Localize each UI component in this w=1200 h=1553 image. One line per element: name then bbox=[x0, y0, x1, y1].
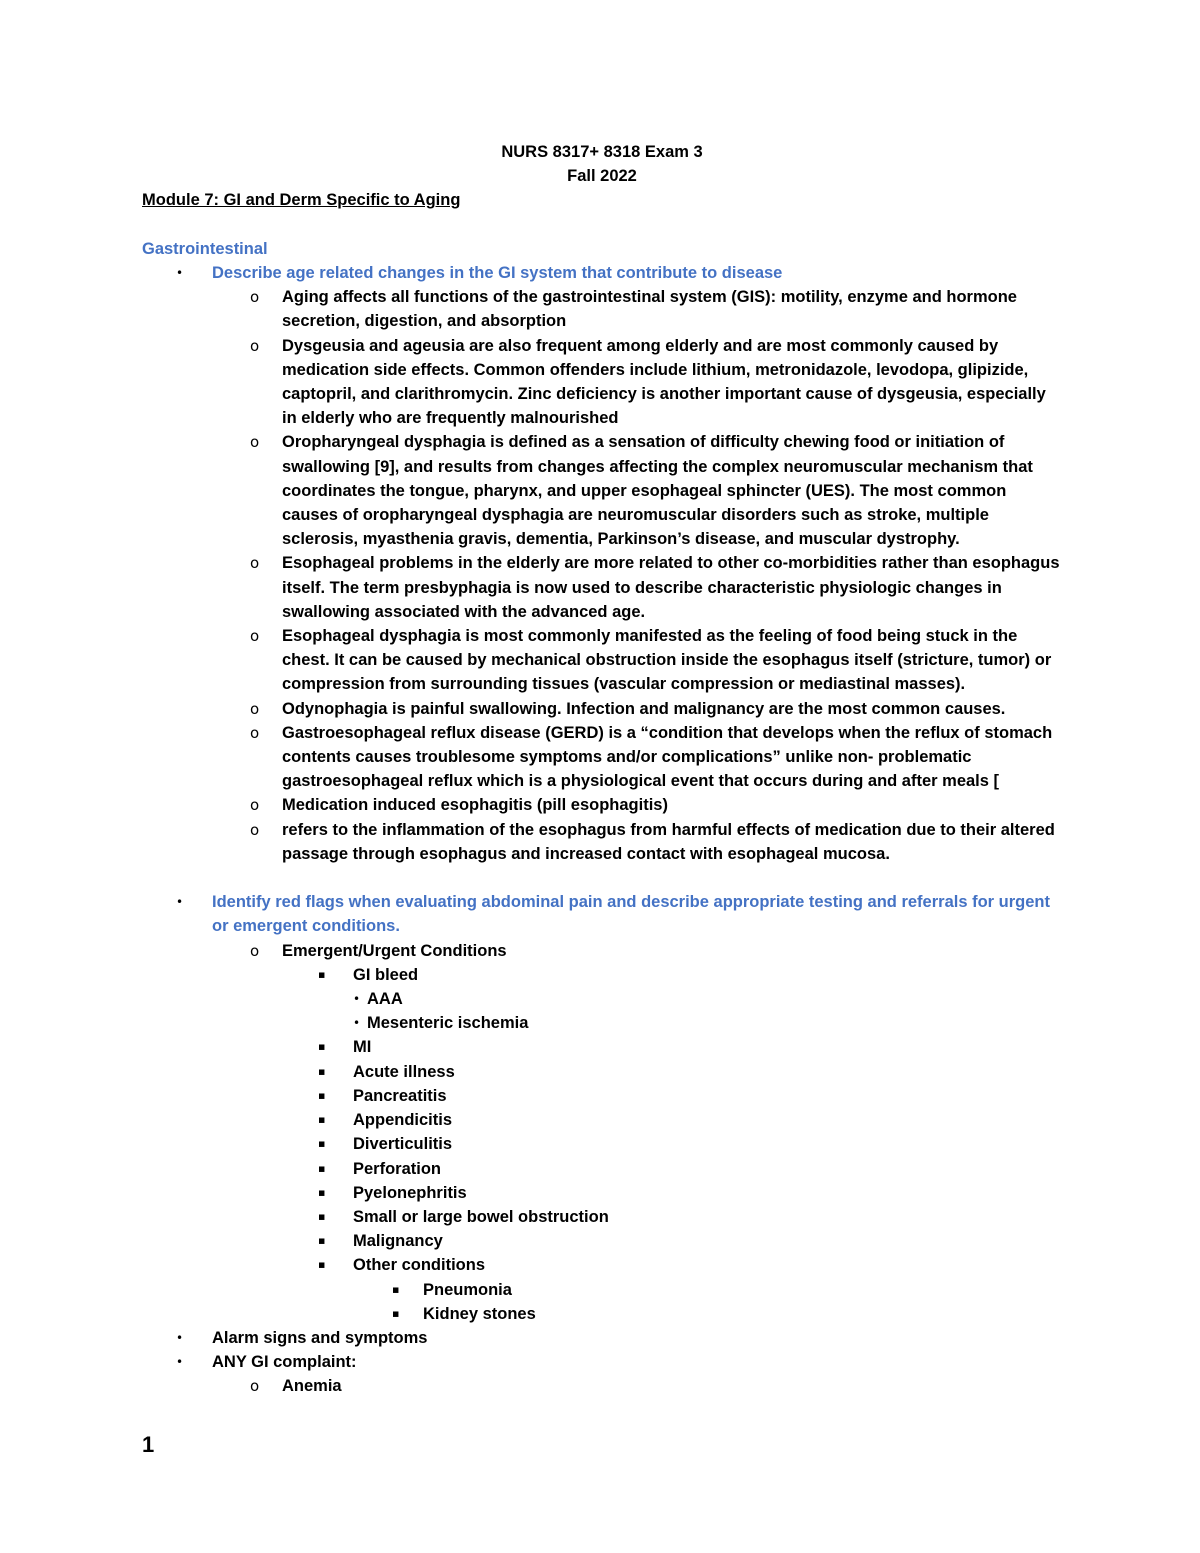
list-item-text: Aging affects all functions of the gastrointestinal system (GIS): motility, enzyme and hormone secretion, digestion, and absorption bbox=[282, 288, 1017, 331]
list-item bbox=[142, 334, 1062, 431]
bullet-icon: • bbox=[353, 1016, 361, 1031]
list-item-text: Pancreatitis bbox=[353, 1086, 447, 1105]
square-bullet-icon: ▪ bbox=[392, 1306, 400, 1320]
square-bullet-icon: ▪ bbox=[318, 1064, 326, 1078]
subheading-emergent-conditions bbox=[142, 939, 1062, 963]
list-item-text: Medication induced esophagitis (pill esophagitis) bbox=[282, 796, 668, 815]
circle-bullet-icon: o bbox=[250, 627, 260, 646]
module-heading: Module 7: GI and Derm Specific to Aging bbox=[142, 191, 461, 210]
square-bullet-icon: ▪ bbox=[318, 967, 326, 981]
objective-text: Describe age related changes in the GI system that contribute to disease bbox=[212, 264, 783, 282]
condition-item bbox=[142, 1035, 1062, 1059]
list-item-text: Pyelonephritis bbox=[353, 1183, 467, 1202]
list-item-text: Odynophagia is painful swallowing. Infection and malignancy are the most common causes. bbox=[282, 699, 1006, 718]
square-bullet-icon: ▪ bbox=[318, 1088, 326, 1102]
list-item bbox=[142, 624, 1062, 697]
section-heading-gastrointestinal: Gastrointestinal bbox=[142, 239, 268, 258]
list-item bbox=[142, 721, 1062, 794]
square-bullet-icon: ▪ bbox=[318, 1234, 326, 1248]
outline bbox=[142, 261, 1062, 1399]
objective-red-flags bbox=[142, 890, 1062, 938]
list-item bbox=[142, 430, 1062, 551]
list-item-text: Diverticulitis bbox=[353, 1135, 453, 1154]
bullet-icon: • bbox=[353, 992, 361, 1007]
list-item-text: Dysgeusia and ageusia are also frequent among elderly and are most commonly caused by medication side effects. Common offenders include lithium, metronidazole, levodopa, glipizide, captopril, and clarithromycin. Zinc deficiency is another important cause of dysgeusia, especially in elderly who are frequently malnourished bbox=[282, 336, 1046, 428]
square-bullet-icon: ▪ bbox=[318, 1161, 326, 1175]
other-condition-item bbox=[142, 1278, 1062, 1302]
condition-gi-bleed bbox=[142, 963, 1062, 987]
circle-bullet-icon: o bbox=[250, 699, 260, 718]
square-bullet-icon: ▪ bbox=[318, 1185, 326, 1199]
circle-bullet-icon: o bbox=[250, 941, 260, 960]
square-bullet-icon: ▪ bbox=[318, 1040, 326, 1054]
list-item-text: Other conditions bbox=[353, 1256, 485, 1275]
list-item-text: Pneumonia bbox=[423, 1280, 512, 1299]
list-item-text: Perforation bbox=[353, 1159, 442, 1178]
list-item-text: refers to the inflammation of the esophagus from harmful effects of medication due to their altered passage through esophagus and increased contact with esophageal mucosa. bbox=[282, 820, 1055, 863]
condition-item bbox=[142, 1060, 1062, 1084]
condition-item bbox=[142, 1084, 1062, 1108]
list-item-text: Appendicitis bbox=[353, 1111, 453, 1130]
bullet-icon: • bbox=[176, 1330, 184, 1345]
list-item-text: Alarm signs and symptoms bbox=[212, 1328, 428, 1347]
document-title: NURS 8317+ 8318 Exam 3 bbox=[501, 143, 703, 161]
circle-bullet-icon: o bbox=[250, 820, 260, 839]
alarm-signs-item bbox=[142, 1326, 1062, 1350]
condition-item bbox=[142, 1205, 1062, 1229]
list-item bbox=[142, 285, 1062, 333]
bullet-icon: • bbox=[176, 895, 184, 910]
square-bullet-icon: ▪ bbox=[318, 1137, 326, 1151]
list-item bbox=[142, 697, 1062, 721]
list-item bbox=[142, 793, 1062, 817]
circle-bullet-icon: o bbox=[250, 723, 260, 742]
bullet-icon: • bbox=[176, 266, 184, 280]
objective-text: Identify red flags when evaluating abdominal pain and describe appropriate testing and referrals for urgent or emergent conditions. bbox=[212, 893, 1050, 936]
circle-bullet-icon: o bbox=[250, 1377, 260, 1396]
condition-item bbox=[142, 1229, 1062, 1253]
square-bullet-icon: ▪ bbox=[318, 1258, 326, 1272]
list-item-text: Emergent/Urgent Conditions bbox=[282, 941, 507, 960]
circle-bullet-icon: o bbox=[250, 554, 260, 573]
page-content bbox=[142, 140, 1062, 1399]
condition-item bbox=[142, 1157, 1062, 1181]
condition-sub-item bbox=[142, 1011, 1062, 1035]
condition-sub-item bbox=[142, 987, 1062, 1011]
list-item-text: GI bleed bbox=[353, 965, 419, 984]
circle-bullet-icon: o bbox=[250, 336, 260, 355]
list-item-text: Malignancy bbox=[353, 1232, 443, 1251]
list-item-text: Oropharyngeal dysphagia is defined as a sensation of difficulty chewing food or initiation of swallowing [9], and results from changes affecting the complex neuromuscular mechanism that coordinates the tongue, pharynx, and upper esophageal sphincter (UES). The most common causes of oropharyngeal dysphagia are neuromuscular disorders such as stroke, multiple sclerosis, myasthenia gravis, dementia, Parkinson’s disease, and muscular dystrophy. bbox=[282, 433, 1033, 549]
list-item bbox=[142, 551, 1062, 624]
objective-age-related-changes bbox=[142, 261, 1062, 285]
square-bullet-icon: ▪ bbox=[392, 1282, 400, 1296]
condition-other bbox=[142, 1253, 1062, 1277]
list-item-text: Acute illness bbox=[353, 1062, 455, 1081]
spacer bbox=[142, 213, 1062, 237]
document-term: Fall 2022 bbox=[567, 167, 637, 186]
any-gi-complaint-item bbox=[142, 1350, 1062, 1374]
condition-item bbox=[142, 1181, 1062, 1205]
circle-bullet-icon: o bbox=[250, 288, 260, 307]
condition-item bbox=[142, 1108, 1062, 1132]
square-bullet-icon: ▪ bbox=[318, 1209, 326, 1223]
list-item-text: MI bbox=[353, 1038, 372, 1057]
list-item-text: ANY GI complaint: bbox=[212, 1353, 357, 1372]
circle-bullet-icon: o bbox=[250, 433, 260, 452]
list-item bbox=[142, 1374, 1062, 1398]
list-item-text: Esophageal dysphagia is most commonly manifested as the feeling of food being stuck in the chest. It can be caused by mechanical obstruction inside the esophagus itself (stricture, tumor) or compression from surrounding tissues (vascular compression or mediastinal masses). bbox=[282, 627, 1052, 694]
bullet-icon: • bbox=[176, 1355, 184, 1370]
other-condition-item bbox=[142, 1302, 1062, 1326]
list-item-text: Kidney stones bbox=[423, 1304, 536, 1323]
list-item-text: AAA bbox=[367, 990, 403, 1009]
list-item-text: Mesenteric ischemia bbox=[367, 1014, 529, 1033]
list-item bbox=[142, 818, 1062, 866]
page-number: 1 bbox=[142, 1432, 155, 1457]
condition-item bbox=[142, 1132, 1062, 1156]
list-item-text: Gastroesophageal reflux disease (GERD) is a “condition that develops when the reflux of stomach contents causes troublesome symptoms and/or complications” unlike non- problematic gastroesophageal reflux which is a physiological event that occurs during and after meals [ bbox=[282, 723, 1053, 791]
spacer bbox=[142, 866, 1062, 890]
square-bullet-icon: ▪ bbox=[318, 1113, 326, 1127]
list-item-text: Small or large bowel obstruction bbox=[353, 1207, 609, 1226]
list-item-text: Anemia bbox=[282, 1377, 342, 1396]
circle-bullet-icon: o bbox=[250, 796, 260, 815]
list-item-text: Esophageal problems in the elderly are more related to other co-morbidities rather than esophagus itself. The term presbyphagia is now used to describe characteristic physiologic changes in swallowing associated with the advanced age. bbox=[282, 554, 1060, 621]
